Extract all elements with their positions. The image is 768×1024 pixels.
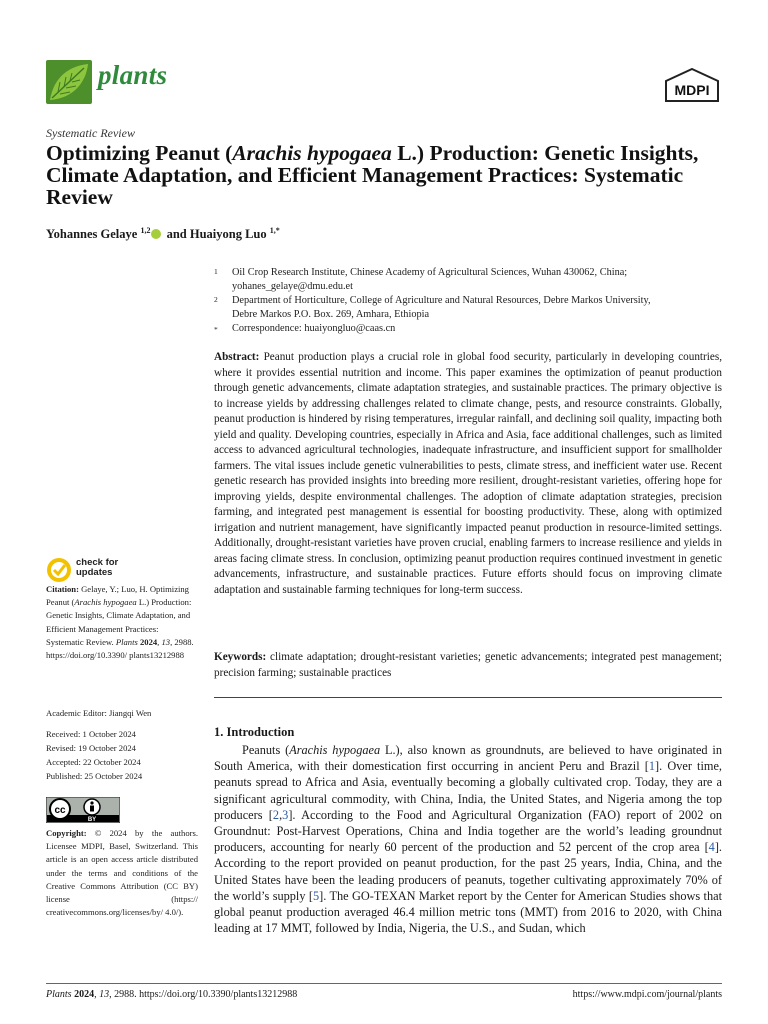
keywords-text: climate adaptation; drought-resistant varieties; genetic advancements; integrated pest management; precision farming; sustainable practices bbox=[214, 651, 722, 679]
plants-leaf-logo bbox=[46, 60, 92, 104]
journal-name: plants bbox=[98, 60, 168, 90]
affiliation-email[interactable]: yohanes_gelaye@dmu.edu.et bbox=[232, 281, 353, 292]
abstract-label: Abstract: bbox=[214, 351, 260, 363]
intro-text: , bbox=[279, 807, 283, 822]
reference-link[interactable]: 1 bbox=[648, 759, 656, 774]
orcid-icon[interactable] bbox=[151, 229, 161, 239]
affiliation-text: Oil Crop Research Institute, Chinese Academy of Agricultural Sciences, Wuhan 430062, China; bbox=[232, 267, 628, 278]
check-updates-icon bbox=[46, 557, 72, 583]
reference-link[interactable]: 3 bbox=[282, 807, 289, 822]
title-part1: Optimizing Peanut ( bbox=[46, 141, 233, 165]
received-date: Received: 1 October 2024 bbox=[46, 729, 136, 739]
citation-label: Citation: bbox=[46, 584, 79, 594]
intro-species: Arachis hypogaea bbox=[289, 743, 381, 757]
correspondence-text[interactable]: Correspondence: huaiyongluo@caas.cn bbox=[232, 323, 396, 334]
reference-link[interactable]: 5 bbox=[313, 888, 320, 903]
author-1[interactable]: Yohannes Gelaye bbox=[46, 227, 138, 242]
mdpi-logo-text: MDPI bbox=[674, 82, 710, 98]
abstract bbox=[214, 350, 722, 598]
citation-journal: Plants bbox=[115, 636, 138, 647]
footer-divider bbox=[46, 983, 722, 984]
affiliation-number: 2 bbox=[214, 295, 218, 304]
introduction-paragraph bbox=[214, 742, 722, 936]
article-type: Systematic Review bbox=[46, 126, 135, 140]
citation-doi[interactable]: , 2988. https://doi.org/10.3390/ plants13212988 bbox=[46, 636, 194, 661]
cc-by-license-icon[interactable] bbox=[46, 797, 120, 823]
check-updates-line2: updates bbox=[76, 567, 113, 578]
author-1-affiliation: 1,2 bbox=[140, 226, 151, 235]
intro-text: ]. According to the Food and Agricultural Organization (FAO) report of 2002 on Groundnut: Post-Harvest Operations, China and India together are the world’s leading groundnut producers, accounting for nearly 60 percent of the production and 52 percent of the crop area [ bbox=[214, 807, 723, 855]
author-and: and bbox=[163, 227, 190, 242]
citation-species: Arachis hypogaea bbox=[74, 597, 137, 608]
abstract-text: Peanut production plays a crucial role in global food security, particularly in developing countries, where it provides essential nutrition and income. This paper examines the optimization of peanut production through genetic advancements, climate adaptation strategies, and sustainable practices. The primary objective is to increase yields by addressing challenges related to climate change, pests, and resource constraints. Globally, peanut production is hindered by rising temperatures, irregular rainfall, and declining soil quality, impacting both yield and quality. Developing countries, especially in Africa and Asia, face additional challenges, such as limited access to advanced agricultural technologies, inadequate infrastructure, and insufficient support for smallholder farmers. The vital issues include genetic vulnerabilities to pests, climate stress, and inefficient water use. Recent genetic research has provided insights into breeding more resilient, drought-resistant varieties, offering hope for improving yields, despite environmental challenges. The adoption of climate adaptation strategies, precision farming, and integrated pest management is essential for boosting productivity. These, along with optimized irrigation and nutrient management, have significantly impacted peanut production in resource-limited settings. Additionally, drought-resistant varieties have proven crucial, enabling farmers to increase resilience and yields in areas facing climate stress. In conclusion, optimizing peanut production requires continued investment in genetic advancements, infrastructure, and sustainable practices. Future efforts should focus on improving climate adaptation and sustainable farming techniques for long-term success. bbox=[214, 351, 722, 596]
published-date: Published: 25 October 2024 bbox=[46, 771, 143, 781]
copyright-block bbox=[46, 827, 198, 919]
academic-editor: Academic Editor: Jiangqi Wen bbox=[46, 708, 152, 718]
keywords bbox=[214, 650, 722, 681]
citation-volume: , 13 bbox=[157, 636, 171, 647]
footer-journal-url[interactable]: https://www.mdpi.com/journal/plants bbox=[572, 989, 722, 1000]
check-for-updates-badge[interactable] bbox=[46, 557, 166, 583]
cc-by-label: BY bbox=[87, 817, 97, 823]
copyright-text: © 2024 by the authors. Licensee MDPI, Basel, Switzerland. This article is an open access article distributed under the terms and conditions of the Creative Commons Attribution (CC BY) license (https:// creativecommons.org/licenses/by/ 4.0/). bbox=[46, 828, 198, 918]
intro-text: L.), also known as groundnuts, are believed to have originated in South America, with their domestication first occurring in ancient Peru and Brazil [ bbox=[214, 743, 722, 774]
author-2-affiliation: 1,* bbox=[269, 226, 280, 235]
revised-date: Revised: 19 October 2024 bbox=[46, 743, 136, 753]
section-heading: 1. Introduction bbox=[214, 725, 295, 739]
affiliation-text: Department of Horticulture, College of Agriculture and Natural Resources, Debre Markos University, bbox=[232, 295, 651, 306]
author-2[interactable]: Huaiyong Luo bbox=[189, 227, 267, 242]
citation-block bbox=[46, 583, 198, 662]
citation-text: Gelaye, Y.; Luo, H. Optimizing Peanut ( bbox=[46, 584, 189, 608]
citation-text: L.) Production: Genetic Insights, Climate Adaptation, and Efficient Management Practices: Systematic Review. bbox=[46, 597, 192, 647]
mdpi-logo bbox=[664, 68, 720, 102]
affiliation-text: Debre Markos P.O. Box. 269, Amhara, Ethiopia bbox=[232, 309, 430, 320]
check-updates-line1: check for bbox=[76, 557, 119, 568]
footer-doi[interactable]: , 2988. https://doi.org/10.3390/plants13212988 bbox=[109, 989, 298, 1000]
article-title bbox=[46, 142, 726, 208]
section-divider bbox=[214, 697, 722, 698]
correspondence-mark: * bbox=[214, 325, 218, 334]
reference-link[interactable]: 2 bbox=[272, 807, 280, 822]
affiliation-number: 1 bbox=[214, 267, 218, 276]
footer-volume: , 13 bbox=[94, 989, 110, 1000]
title-species: Arachis hypogaea bbox=[232, 141, 392, 165]
footer-year: 2024 bbox=[71, 989, 95, 1000]
footer-citation bbox=[46, 989, 297, 1000]
intro-text: ]. According to the report provided on peanut production, for the past 25 years, India, China, and the United States have been the leading producers of peanuts, together cultivating approximately 70% of the world’s supply [ bbox=[214, 840, 722, 903]
intro-text: ]. Over time, peanuts spread to Africa and Asia, eventually becoming a globally cultivated crop. Today, they are a significant agricultural commodity, with China, India, the United States, and Nigeria among the top producers [ bbox=[214, 759, 722, 822]
footer-journal: Plants bbox=[46, 989, 72, 1000]
svg-text:cc: cc bbox=[54, 805, 66, 816]
accepted-date: Accepted: 22 October 2024 bbox=[46, 757, 141, 767]
reference-link[interactable]: 4 bbox=[708, 840, 715, 855]
intro-text: Peanuts ( bbox=[242, 743, 290, 757]
author-list bbox=[46, 226, 280, 242]
intro-text: ]. The GO-TEXAN Market report by the Center for American Studies shows that global peanut production averaged 46.4 million metric tons (MMT) from 2016 to 2020, with China leading at 17 MMT, followed by India, Nigeria, the U.S., and Sudan, which bbox=[214, 888, 723, 936]
citation-year: 2024 bbox=[137, 636, 158, 647]
copyright-label: Copyright: bbox=[46, 828, 87, 838]
keywords-label: Keywords: bbox=[214, 651, 267, 663]
title-part2: L.) Production: Genetic Insights, Climate Adaptation, and Efficient Management Practices: Systematic Review bbox=[46, 141, 699, 209]
